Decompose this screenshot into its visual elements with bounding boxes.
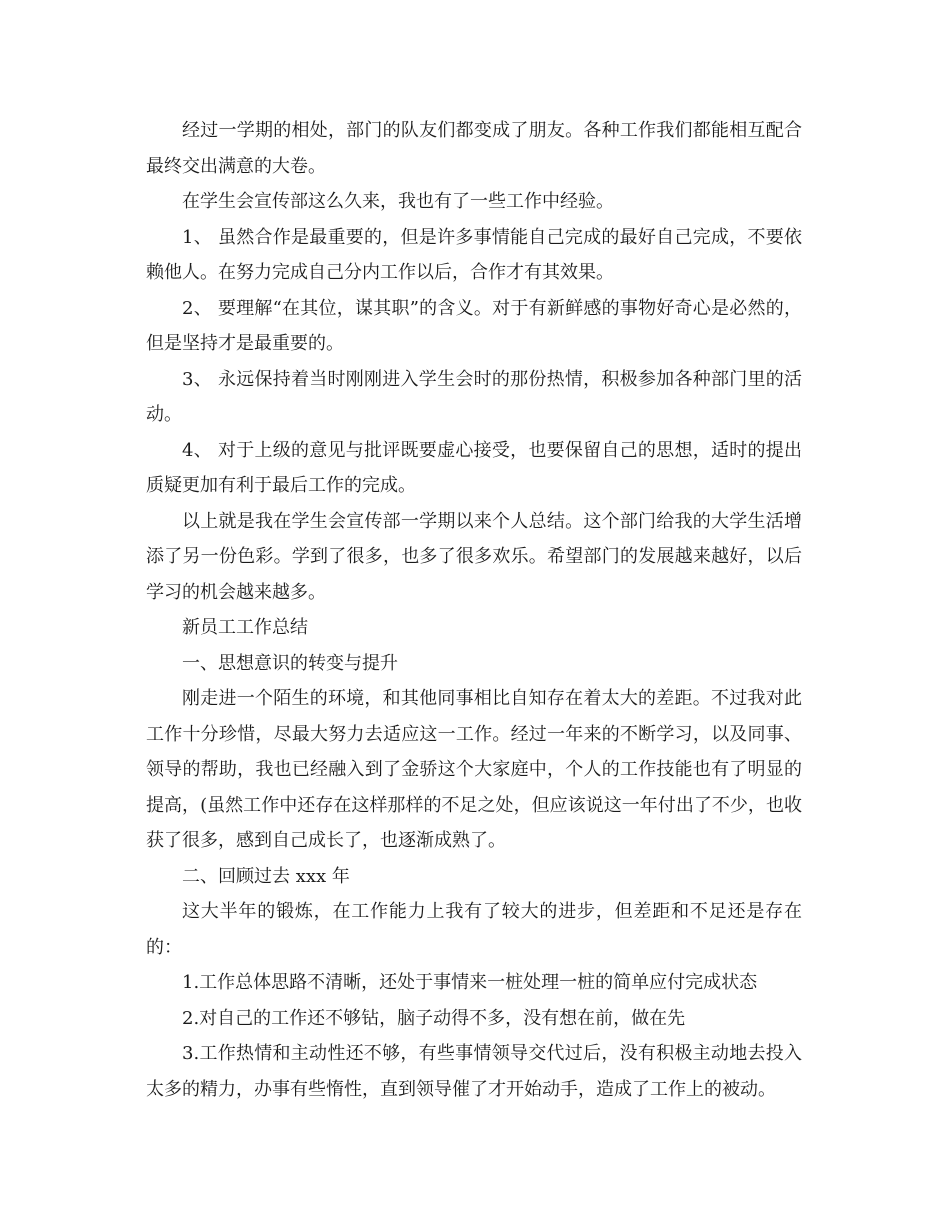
list-item: 4、 对于上级的意见与批评既要虚心接受，也要保留自己的思想，适时的提出质疑更加有利于最后工作的完成。 <box>146 439 802 496</box>
paragraph: 这大半年的锻炼，在工作能力上我有了较大的进步，但差距和不足还是存在的： <box>146 901 802 958</box>
list-item: 3、 永远保持着当时刚刚进入学生会时的那份热情，积极参加各种部门里的活动。 <box>146 368 802 425</box>
paragraph: 以上就是我在学生会宣传部一学期以来个人总结。这个部门给我的大学生活增添了另一份色彩。学到了很多，也多了很多欢乐。希望部门的发展越来越好，以后学习的机会越来越多。 <box>146 510 802 603</box>
list-item: 3.工作热情和主动性还不够，有些事情领导交代过后，没有积极主动地去投入太多的精力，办事有些惰性，直到领导催了才开始动手，造成了工作上的被动。 <box>146 1043 802 1100</box>
paragraph: 刚走进一个陌生的环境，和其他同事相比自知存在着太大的差距。不过我对此工作十分珍惜，尽最大努力去适应这一工作。经过一年来的不断学习，以及同事、领导的帮助，我也已经融入到了金骄这个大家庭中，个人的工作技能也有了明显的提高，(虽然工作中还存在这样那样的不足之处，但应该说这一年付出了不少，也收获了很多，感到自己成长了，也逐渐成熟了。 <box>146 688 802 851</box>
list-item: 2.对自己的工作还不够钻，脑子动得不多，没有想在前，做在先 <box>182 1007 686 1029</box>
list-item: 1、 虽然合作是最重要的，但是许多事情能自己完成的最好自己完成，不要依赖他人。在努力完成自己分内工作以后，合作才有其效果。 <box>146 226 802 283</box>
list-item: 1.工作总体思路不清晰，还处于事情来一桩处理一桩的简单应付完成状态 <box>182 972 758 993</box>
section-heading: 二、回顾过去 xxx 年 <box>182 865 350 887</box>
paragraph: 在学生会宣传部这么久来，我也有了一些工作中经验。 <box>182 191 614 212</box>
section-heading: 一、思想意识的转变与提升 <box>182 652 398 674</box>
list-item: 2、 要理解“在其位，谋其职”的含义。对于有新鲜感的事物好奇心是必然的，但是坚持才是最重要的。 <box>146 297 802 354</box>
section-title: 新员工工作总结 <box>182 617 308 638</box>
paragraph: 经过一学期的相处，部门的队友们都变成了朋友。各种工作我们都能相互配合最终交出满意的大卷。 <box>146 120 802 177</box>
document-body <box>146 113 802 1107</box>
